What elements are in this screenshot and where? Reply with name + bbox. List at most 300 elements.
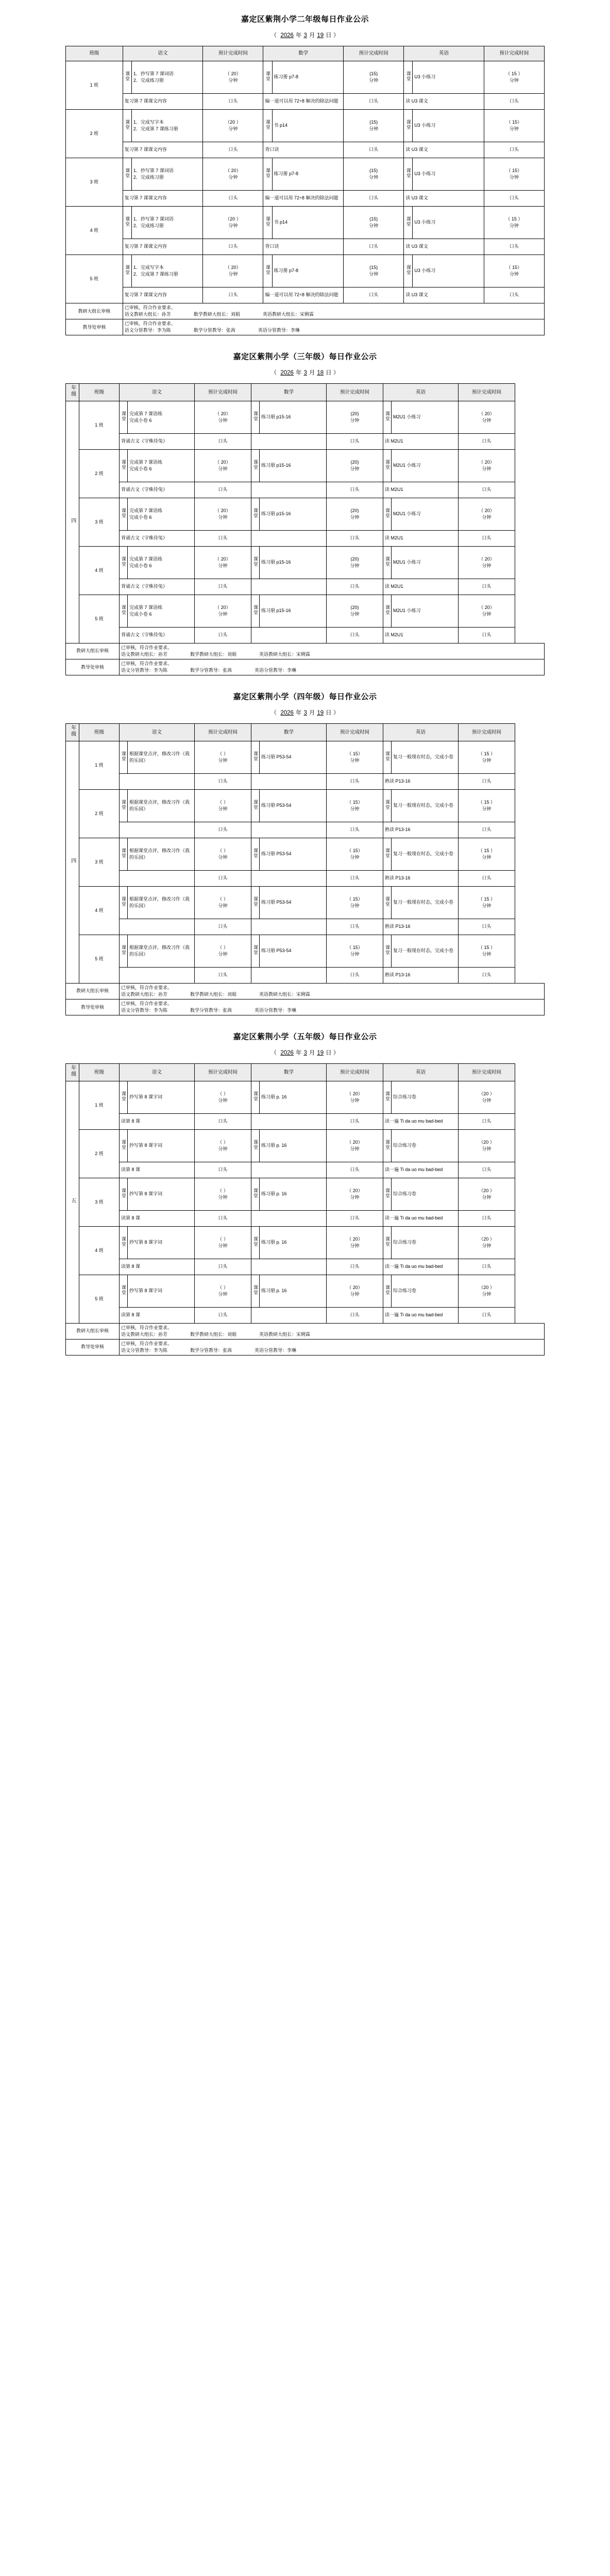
english-oral-homework: 读 U3 课文 <box>404 94 484 110</box>
classroom-tag-label: 课堂 <box>405 264 411 275</box>
header-english-time: 预计完成时间 <box>459 724 515 741</box>
review-office-body <box>120 659 545 675</box>
classroom-tag-chinese <box>123 110 131 142</box>
chinese-oral-homework: 复习第 7 课课文内容 <box>123 94 203 110</box>
classroom-tag-english <box>383 935 392 967</box>
review-group-body <box>120 643 545 659</box>
classroom-tag-label: 课堂 <box>121 799 126 810</box>
group-leader-english: 英语教研大组长：宋俐霖 <box>262 312 314 317</box>
english-time: （ 15 ） 分钟 <box>459 838 515 870</box>
classroom-tag-chinese <box>120 1226 128 1259</box>
chinese-oral-time: 口头 <box>203 287 263 303</box>
english-oral-homework: 读 M2U1 <box>383 579 459 595</box>
classroom-tag-label: 课堂 <box>121 1091 126 1101</box>
math-oral-homework <box>251 1259 327 1275</box>
review-office-body <box>120 999 545 1015</box>
classroom-tag-chinese <box>120 1275 128 1307</box>
math-homework: 练习册 p15-16 <box>260 546 327 579</box>
classroom-tag-label: 课堂 <box>253 1284 259 1295</box>
table-header-row <box>66 724 545 741</box>
header-grade <box>66 1064 79 1081</box>
classroom-tag-label: 课堂 <box>253 1188 259 1198</box>
chinese-oral-time: 口头 <box>195 433 251 449</box>
math-time: （ 20） 分钟 <box>327 1275 383 1307</box>
math-homework: 练习册 p15-16 <box>260 498 327 530</box>
classroom-tag-label: 课堂 <box>253 556 259 567</box>
header-chinese-time: 预计完成时间 <box>203 46 263 61</box>
chinese-oral-time: 口头 <box>195 919 251 935</box>
classroom-tag-math <box>251 546 260 579</box>
chinese-homework: 根据课堂点评，修改习作《我的乐园》 <box>128 886 195 919</box>
chinese-oral-time: 口头 <box>195 870 251 886</box>
chinese-time: （ ） 分钟 <box>195 886 251 919</box>
classroom-tag-label: 课堂 <box>253 459 259 470</box>
review-group-status: 已审核，符合作业要求。 <box>121 645 173 650</box>
office-leader-math: 数学分管教导：张茜 <box>190 1008 232 1013</box>
table-row-oral <box>66 1210 545 1226</box>
classroom-tag-label: 课堂 <box>385 1188 391 1198</box>
header-english-time: 预计完成时间 <box>484 46 544 61</box>
english-oral-time: 口头 <box>484 94 544 110</box>
header-chinese: 语文 <box>120 724 195 741</box>
math-homework: 书 p14 <box>272 207 344 239</box>
chinese-homework: 1．完成写字本 2．完成第 7 课练习册 <box>131 255 203 287</box>
chinese-oral-time: 口头 <box>195 1307 251 1323</box>
classroom-tag-english <box>383 1081 392 1113</box>
chinese-oral-homework: 复习第 7 课课文内容 <box>123 287 203 303</box>
table-row <box>66 255 545 287</box>
classroom-tag-english <box>383 1178 392 1210</box>
office-leader-chinese: 语文分管教导：李为陈 <box>121 1348 168 1353</box>
classroom-tag-label: 课堂 <box>385 411 391 421</box>
english-homework: 复习一般现在时态，完成小卷 <box>392 838 459 870</box>
chinese-oral-homework: 复习第 7 课课文内容 <box>123 239 203 255</box>
english-oral-time: 口头 <box>484 142 544 158</box>
math-homework: 书 p14 <box>272 110 344 142</box>
english-oral-homework: 熟读 P13-16 <box>383 773 459 789</box>
office-leader-chinese: 语文分管教导：李为陈 <box>121 1008 168 1013</box>
classroom-tag-math <box>251 595 260 627</box>
classroom-tag-label: 课堂 <box>253 944 259 955</box>
math-time: （ 20） 分钟 <box>327 1226 383 1259</box>
chinese-homework: 1．抄写第 7 课词语 2．完成练习册 <box>131 158 203 191</box>
table-row <box>66 935 545 967</box>
header-english-time: 预计完成时间 <box>459 384 515 401</box>
math-oral-homework <box>251 1113 327 1129</box>
english-oral-time: 口头 <box>459 530 515 546</box>
math-time: （ 20） 分钟 <box>327 1129 383 1162</box>
chinese-time: （ 20） 分钟 <box>203 158 263 191</box>
table-row-oral <box>66 287 545 303</box>
classroom-tag-label: 课堂 <box>385 556 391 567</box>
math-time: (20) 分钟 <box>327 498 383 530</box>
table-header-row <box>66 46 545 61</box>
table-row-oral <box>66 870 545 886</box>
chinese-time: （ 20） 分钟 <box>203 255 263 287</box>
classroom-tag-label: 课堂 <box>253 411 259 421</box>
table-row-oral <box>66 822 545 838</box>
class-label-cell: 5 班 <box>79 1275 120 1323</box>
classroom-tag-english <box>383 449 392 482</box>
grade-label-cell <box>66 741 79 983</box>
chinese-oral-time: 口头 <box>195 1210 251 1226</box>
review-group-names <box>125 311 543 318</box>
review-office-names <box>125 327 543 334</box>
classroom-tag-math <box>251 1226 260 1259</box>
review-group-names <box>121 651 543 658</box>
chinese-oral-homework <box>120 773 195 789</box>
chinese-time: （20 ） 分钟 <box>203 110 263 142</box>
page-title: 嘉定区紫荆小学（五年级）每日作业公示 <box>233 1032 377 1042</box>
english-oral-time: 口头 <box>484 239 544 255</box>
class-label-cell: 4 班 <box>79 1226 120 1275</box>
review-office-status: 已审核，符合作业要求。 <box>121 1341 173 1346</box>
header-math-time: 预计完成时间 <box>327 1064 383 1081</box>
classroom-tag-math <box>251 1081 260 1113</box>
header-math-time: 预计完成时间 <box>344 46 404 61</box>
header-chinese-time: 预计完成时间 <box>195 384 251 401</box>
page-title: 嘉定区紫荆小学（三年级）每日作业公示 <box>233 352 377 362</box>
classroom-tag-math <box>251 1275 260 1307</box>
header-grade <box>66 724 79 741</box>
math-oral-time: 口头 <box>327 1210 383 1226</box>
publish-date: （ 2026 年 3 月 19 日 ） <box>270 32 340 39</box>
math-homework: 练习册 p7-8 <box>272 158 344 191</box>
math-oral-homework <box>251 1307 327 1323</box>
classroom-tag-chinese <box>120 935 128 967</box>
english-oral-homework: 读一遍 Ti da uo mu bad-bed <box>383 1162 459 1178</box>
english-time: （ 15 ） 分钟 <box>484 61 544 94</box>
grade-label: 四 <box>70 518 76 524</box>
classroom-tag-chinese <box>120 1129 128 1162</box>
english-homework: M2U1 小练习 <box>392 401 459 433</box>
math-homework: 练习册 p. 16 <box>260 1081 327 1113</box>
english-oral-time: 口头 <box>459 1162 515 1178</box>
math-oral-homework <box>251 870 327 886</box>
chinese-oral-homework: 读第 8 课 <box>120 1113 195 1129</box>
english-oral-homework: 读 M2U1 <box>383 482 459 498</box>
classroom-tag-label: 课堂 <box>253 896 259 907</box>
classroom-tag-label: 课堂 <box>121 604 126 615</box>
table-row <box>66 498 545 530</box>
classroom-tag-english <box>404 255 413 287</box>
chinese-time: （ ） 分钟 <box>195 935 251 967</box>
chinese-oral-time: 口头 <box>195 967 251 983</box>
english-oral-time: 口头 <box>459 627 515 643</box>
chinese-oral-time: 口头 <box>195 482 251 498</box>
table-row <box>66 838 545 870</box>
math-time: (15) 分钟 <box>344 110 404 142</box>
classroom-tag-label: 课堂 <box>253 1236 259 1247</box>
date-year: 2026 <box>280 370 294 377</box>
classroom-tag-english <box>383 1275 392 1307</box>
math-oral-homework <box>251 579 327 595</box>
math-homework: 练习册 P53-54 <box>260 838 327 870</box>
chinese-homework: 抄写第 8 课字词 <box>128 1226 195 1259</box>
header-math: 数学 <box>251 1064 327 1081</box>
classroom-tag-math <box>251 789 260 822</box>
english-homework: 复习一般现在时态，完成小卷 <box>392 935 459 967</box>
english-oral-time: 口头 <box>459 433 515 449</box>
header-chinese-time: 预计完成时间 <box>195 724 251 741</box>
review-office-status: 已审核，符合作业要求。 <box>124 321 176 327</box>
chinese-homework: 1．抄写第 7 课词语 2．完成练习册 <box>131 61 203 94</box>
english-homework: 综合练习卷 <box>392 1226 459 1259</box>
english-time: （ 20） 分钟 <box>459 595 515 627</box>
math-time: (15) 分钟 <box>344 158 404 191</box>
table-row-oral <box>66 530 545 546</box>
review-office-names <box>121 1347 543 1354</box>
english-time: （20 ） 分钟 <box>459 1275 515 1307</box>
english-oral-homework: 熟读 P13-16 <box>383 870 459 886</box>
english-time: （20 ） 分钟 <box>459 1226 515 1259</box>
classroom-tag-english <box>404 110 413 142</box>
publish-date: （ 2026 年 3 月 19 日 ） <box>270 710 340 717</box>
english-oral-time: 口头 <box>459 919 515 935</box>
table-row <box>66 449 545 482</box>
chinese-homework: 抄写第 8 课字词 <box>128 1178 195 1210</box>
chinese-homework: 1．完成写字本 2．完成第 7 课练习册 <box>131 110 203 142</box>
classroom-tag-english <box>383 595 392 627</box>
math-oral-time: 口头 <box>344 191 404 207</box>
classroom-tag-chinese <box>120 401 128 433</box>
english-time: （ 20） 分钟 <box>459 498 515 530</box>
review-office-row <box>66 999 545 1015</box>
math-oral-time: 口头 <box>327 579 383 595</box>
math-oral-time: 口头 <box>344 287 404 303</box>
classroom-tag-label: 课堂 <box>385 459 391 470</box>
chinese-oral-homework: 背诵古文《守株待兔》 <box>120 627 195 643</box>
math-oral-time: 口头 <box>327 530 383 546</box>
class-label-cell: 2 班 <box>79 789 120 838</box>
math-time: （ 15） 分钟 <box>327 886 383 919</box>
classroom-tag-chinese <box>123 61 131 94</box>
table-row-oral <box>66 142 545 158</box>
classroom-tag-english <box>383 886 392 919</box>
classroom-tag-english <box>383 546 392 579</box>
homework-table <box>65 723 545 1015</box>
math-oral-time: 口头 <box>327 1259 383 1275</box>
classroom-tag-label: 课堂 <box>121 1236 126 1247</box>
math-oral-homework: 编一道可以用 72÷8 解决的除法问题 <box>263 191 344 207</box>
classroom-tag-math <box>251 1129 260 1162</box>
header-grade-label: 年级 <box>70 1065 76 1078</box>
classroom-tag-label: 课堂 <box>125 216 130 227</box>
classroom-tag-math <box>251 1178 260 1210</box>
classroom-tag-label: 课堂 <box>253 604 259 615</box>
classroom-tag-chinese <box>120 1178 128 1210</box>
group-leader-chinese: 语文教研大组长：孙芳 <box>121 991 168 997</box>
classroom-tag-chinese <box>120 789 128 822</box>
classroom-tag-label: 课堂 <box>405 167 411 178</box>
review-group-label: 教研大组长审核 <box>66 1323 120 1339</box>
classroom-tag-label: 课堂 <box>265 167 270 178</box>
header-english: 英语 <box>383 1064 459 1081</box>
math-oral-homework <box>251 967 327 983</box>
chinese-oral-homework: 读第 8 课 <box>120 1210 195 1226</box>
classroom-tag-math <box>251 935 260 967</box>
header-grade <box>66 384 79 401</box>
math-time: （ 15） 分钟 <box>327 741 383 773</box>
classroom-tag-label: 课堂 <box>385 1091 391 1101</box>
classroom-tag-label: 课堂 <box>121 751 126 761</box>
date-year: 2026 <box>280 32 294 39</box>
math-oral-homework: 背口诀 <box>263 239 344 255</box>
english-homework: 复习一般现在时态，完成小卷 <box>392 886 459 919</box>
english-oral-time: 口头 <box>484 287 544 303</box>
classroom-tag-english <box>383 741 392 773</box>
table-row <box>66 789 545 822</box>
chinese-time: （ 20） 分钟 <box>195 401 251 433</box>
table-row <box>66 1081 545 1113</box>
english-homework: 综合练习卷 <box>392 1081 459 1113</box>
math-time: （ 15） 分钟 <box>327 935 383 967</box>
english-homework: U3 小练习 <box>413 110 484 142</box>
chinese-oral-time: 口头 <box>195 627 251 643</box>
homework-table <box>65 383 545 675</box>
review-office-label: 教导处审核 <box>66 1339 120 1355</box>
homework-table <box>65 1063 545 1355</box>
review-office-label: 教导处审核 <box>66 659 120 675</box>
group-leader-chinese: 语文教研大组长：孙芳 <box>121 652 168 657</box>
math-time: (20) 分钟 <box>327 449 383 482</box>
review-group-label: 教研大组长审核 <box>66 643 120 659</box>
classroom-tag-math <box>263 255 272 287</box>
class-label-cell: 3 班 <box>79 498 120 546</box>
table-row-oral <box>66 433 545 449</box>
office-leader-chinese: 语文分管教导：李为陈 <box>124 328 171 333</box>
classroom-tag-label: 课堂 <box>385 896 391 907</box>
english-time: （20 ） 分钟 <box>459 1129 515 1162</box>
classroom-tag-math <box>263 158 272 191</box>
classroom-tag-label: 课堂 <box>121 459 126 470</box>
header-english: 英语 <box>404 46 484 61</box>
review-group-label: 教研大组长审核 <box>66 303 123 319</box>
group-leader-math: 数学教研大组长：刘娟 <box>193 312 240 317</box>
english-oral-homework: 读 U3 课文 <box>404 239 484 255</box>
chinese-time: （ ） 分钟 <box>195 1226 251 1259</box>
math-oral-time: 口头 <box>327 822 383 838</box>
classroom-tag-english <box>404 207 413 239</box>
english-time: （20 ） 分钟 <box>459 1178 515 1210</box>
classroom-tag-chinese <box>120 449 128 482</box>
math-oral-time: 口头 <box>344 142 404 158</box>
chinese-time: （ 20） 分钟 <box>195 498 251 530</box>
date-day: 18 <box>317 370 324 377</box>
math-oral-homework <box>251 1210 327 1226</box>
english-time: （ 20） 分钟 <box>459 401 515 433</box>
chinese-oral-homework: 背诵古文《守株待兔》 <box>120 433 195 449</box>
math-homework: 练习册 P53-54 <box>260 789 327 822</box>
classroom-tag-label: 课堂 <box>121 1284 126 1295</box>
review-office-body <box>120 1339 545 1355</box>
chinese-homework: 根据课堂点评，修改习作《我的乐园》 <box>128 935 195 967</box>
table-row <box>66 110 545 142</box>
classroom-tag-label: 课堂 <box>385 604 391 615</box>
table-row <box>66 1178 545 1210</box>
classroom-tag-label: 课堂 <box>385 751 391 761</box>
chinese-time: （ 20） 分钟 <box>203 61 263 94</box>
classroom-tag-label: 课堂 <box>125 71 130 81</box>
chinese-homework: 1．抄写第 7 课词语 2．完成练习册 <box>131 207 203 239</box>
math-oral-time: 口头 <box>327 919 383 935</box>
math-oral-homework <box>251 530 327 546</box>
table-row <box>66 401 545 433</box>
math-oral-homework: 编一道可以用 72÷8 解决的除法问题 <box>263 287 344 303</box>
chinese-homework: 抄写第 8 课字词 <box>128 1081 195 1113</box>
english-time: （ 15 ） 分钟 <box>484 207 544 239</box>
chinese-oral-homework: 背诵古文《守株待兔》 <box>120 482 195 498</box>
classroom-tag-math <box>263 110 272 142</box>
class-label-cell: 5 班 <box>79 595 120 643</box>
table-row <box>66 1129 545 1162</box>
header-class: 班级 <box>66 46 123 61</box>
date-day: 19 <box>317 32 324 39</box>
english-homework: M2U1 小练习 <box>392 449 459 482</box>
review-office-status: 已审核，符合作业要求。 <box>121 1001 173 1006</box>
review-office-names <box>121 667 543 674</box>
grade-label-cell <box>66 1081 79 1323</box>
table-row <box>66 1226 545 1259</box>
english-time: （ 15 ） 分钟 <box>459 789 515 822</box>
header-grade-label: 年级 <box>70 725 76 738</box>
classroom-tag-chinese <box>120 595 128 627</box>
classroom-tag-chinese <box>123 255 131 287</box>
table-row-oral <box>66 579 545 595</box>
grade-section-2 <box>0 337 610 675</box>
chinese-homework: 完成第 7 课语练 完成小卷 6 <box>128 401 195 433</box>
chinese-oral-time: 口头 <box>195 822 251 838</box>
english-time: （ 20） 分钟 <box>459 546 515 579</box>
math-homework: 练习册 p. 16 <box>260 1226 327 1259</box>
chinese-homework: 完成第 7 课语练 完成小卷 6 <box>128 595 195 627</box>
chinese-time: （ ） 分钟 <box>195 1129 251 1162</box>
math-oral-homework: 背口诀 <box>263 142 344 158</box>
office-leader-english: 英语分管教导：李琳 <box>258 328 300 333</box>
review-office-row <box>66 1339 545 1355</box>
grade-section-3 <box>0 677 610 1015</box>
classroom-tag-label: 课堂 <box>385 1236 391 1247</box>
math-oral-homework <box>251 1162 327 1178</box>
chinese-oral-homework: 读第 8 课 <box>120 1259 195 1275</box>
grade-label: 四 <box>70 858 76 865</box>
chinese-time: （ ） 分钟 <box>195 789 251 822</box>
english-time: （ 15 ） 分钟 <box>459 886 515 919</box>
classroom-tag-label: 课堂 <box>253 1091 259 1101</box>
review-group-body <box>123 303 544 319</box>
classroom-tag-label: 课堂 <box>385 507 391 518</box>
english-oral-homework: 读 M2U1 <box>383 530 459 546</box>
classroom-tag-chinese <box>123 158 131 191</box>
classroom-tag-english <box>383 838 392 870</box>
classroom-tag-label: 课堂 <box>121 944 126 955</box>
review-group-row <box>66 1323 545 1339</box>
header-english: 英语 <box>383 724 459 741</box>
english-oral-homework: 读 U3 课文 <box>404 191 484 207</box>
date-year: 2026 <box>280 710 294 717</box>
table-row-oral <box>66 1113 545 1129</box>
math-oral-homework <box>251 919 327 935</box>
grade-section-1 <box>0 0 610 335</box>
table-row <box>66 1275 545 1307</box>
class-label-cell: 3 班 <box>79 838 120 886</box>
classroom-tag-label: 课堂 <box>405 216 411 227</box>
chinese-oral-time: 口头 <box>203 94 263 110</box>
date-month: 3 <box>303 370 307 377</box>
table-row <box>66 595 545 627</box>
english-oral-homework: 读 U3 课文 <box>404 287 484 303</box>
table-row <box>66 61 545 94</box>
